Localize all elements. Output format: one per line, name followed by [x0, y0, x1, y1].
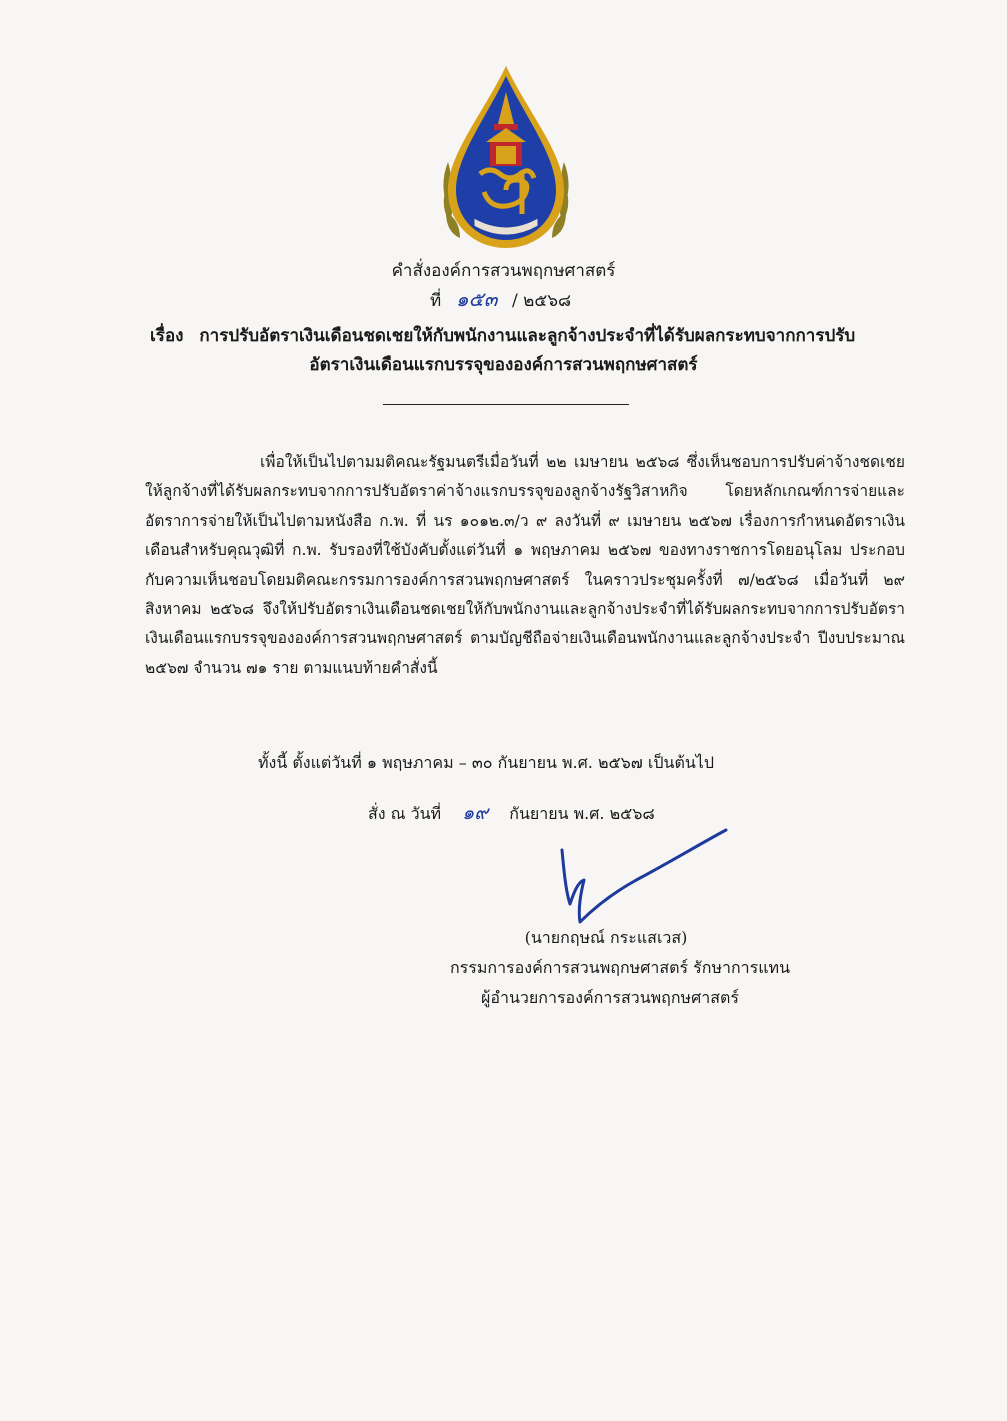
- organization-emblem-logo: [436, 62, 576, 252]
- issued-month-year: กันยายน พ.ศ. ๒๕๖๘: [509, 804, 655, 823]
- order-year: / ๒๕๖๘: [512, 291, 572, 311]
- signer-position-1: กรรมการองค์การสวนพฤกษศาสตร์ รักษาการแทน: [449, 958, 791, 977]
- issued-prefix: สั่ง ณ วันที่: [368, 804, 442, 823]
- signer-name: (นายกฤษณ์ กระแสเวส): [524, 928, 688, 947]
- subject-line-1: [150, 322, 910, 350]
- effective-period: ทั้งนี้ ตั้งแต่วันที่ ๑ พฤษภาคม – ๓๐ กันยายน พ.ศ. ๒๕๖๗ เป็นต้นไป: [258, 753, 714, 772]
- subject-text-1: การปรับอัตราเงินเดือนชดเชยให้กับพนักงานและลูกจ้างประจำที่ได้รับผลกระทบจากการปรับ: [199, 326, 856, 346]
- signer-position-2: ผู้อำนวยการองค์การสวนพฤกษศาสตร์: [481, 988, 739, 1007]
- body-paragraph: เพื่อให้เป็นไปตามมติคณะรัฐมนตรีเมื่อวันที่ ๒๒ เมษายน ๒๕๖๘ ซึ่งเห็นชอบการปรับค่าจ้างชดเชยให้ลูกจ้างที่ได้รับผลกระทบจากการปรับอัตราค่าจ้างแรกบรรจุของลูกจ้างรัฐวิสาหกิจ โดยหลักเกณฑ์การจ่ายและอัตราการจ่ายให้เป็นไปตามหนังสือ ก.พ. ที่ นร ๑๐๑๒.๓/ว ๙ ลงวันที่ ๙ เมษายน ๒๕๖๗ เรื่องการกำหนดอัตราเงินเดือนสำหรับคุณวุฒิที่ ก.พ. รับรองที่ใช้บังคับตั้งแต่วันที่ ๑ พฤษภาคม ๒๕๖๗ ของทางราชการโดยอนุโลม ประกอบกับความเห็นชอบโดยมติคณะกรรมการองค์การสวนพฤกษศาสตร์ ในคราวประชุมครั้งที่ ๗/๒๕๖๘ เมื่อวันที่ ๒๙ สิงหาคม ๒๕๖๘ จึงให้ปรับอัตราเงินเดือนชดเชยให้กับพนักงานและลูกจ้างประจำที่ได้รับผลกระทบจากการปรับอัตราเงินเดือนแรกบรรจุขององค์การสวนพฤกษศาสตร์ ตามบัญชีถือจ่ายเงินเดือนพนักงานและลูกจ้างประจำ ปีงบประมาณ ๒๕๖๗ จำนวน ๗๑ ราย ตามแนบท้ายคำสั่งนี้: [145, 453, 905, 677]
- issued-day-handwritten: ๑๙: [462, 802, 489, 824]
- subject-label: เรื่อง: [150, 326, 184, 346]
- order-number: [430, 286, 571, 314]
- subject-text-2: อัตราเงินเดือนแรกบรรจุขององค์การสวนพฤกษศาสตร์: [309, 355, 698, 375]
- order-prefix: ที่: [430, 291, 442, 311]
- signature-image: [540, 822, 740, 932]
- header-divider: [383, 404, 629, 405]
- document-title: คำสั่งองค์การสวนพฤกษศาสตร์: [391, 261, 616, 281]
- order-number-handwritten: ๑๕๓: [455, 287, 498, 311]
